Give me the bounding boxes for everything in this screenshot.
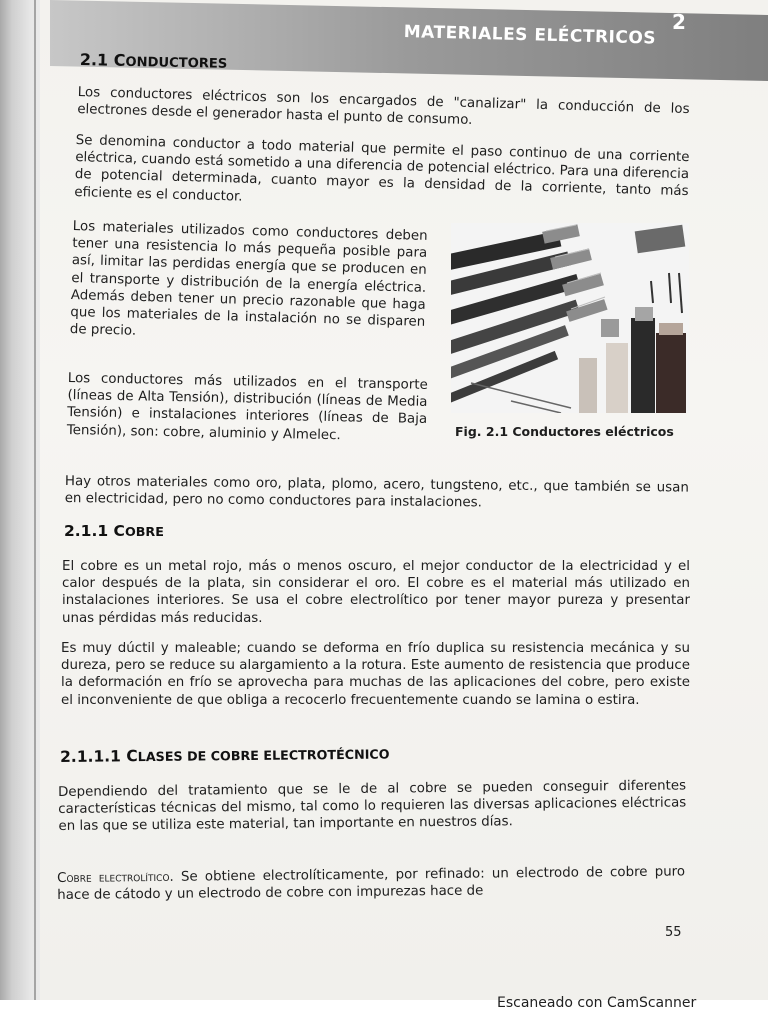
paragraph [57, 863, 685, 904]
runin-term: Cobre electrolítico. [57, 869, 174, 886]
subsection-heading-title-rest: OBRE [124, 524, 164, 539]
section-heading-title-rest: ONDUCTORES [125, 54, 228, 72]
paragraph: Hay otros materiales como oro, plata, plomo, acero, tungsteno, etc., que también se usan en electricidad, pero no como conductores para instalaciones. [64, 473, 689, 511]
paragraph: Los materiales utilizados como conductores deben tener una resistencia lo más pequeña posible para así, limitar las perdidas energía que se producen en el transporte y distribución de la energía eléctrica. Además deben tener un precio razonable que haga que los materiales de la instalación no se disparen de precio. [69, 218, 428, 340]
paragraph: El cobre es un metal rojo, más o menos oscuro, el mejor conductor de la electricidad y el calor después de la plata, sin considerar el oro. El cobre es el material más utilizado en instalaciones interiores. Se usa el cobre electrolítico por tener mayor pureza y presentar unas pérdidas más reducidas. [62, 559, 690, 626]
chapter-title: MATERIALES ELÉCTRICOS [403, 22, 657, 49]
section-heading-title-cap: C [113, 50, 126, 70]
cables-illustration [451, 223, 689, 413]
subsubsection-heading-number: 2.1.1.1 [60, 747, 121, 766]
binding-edge [34, 0, 36, 1000]
paragraph: Los conductores más utilizados en el transporte (líneas de Alta Tensión), distribución (líneas de Media Tensión) e instalaciones interiores (líneas de Baja Tensión), son: cobre, aluminio y Almelec. [66, 370, 428, 443]
scanner-watermark: Escaneado con CamScanner [497, 995, 697, 1011]
paragraph: Dependiendo del tratamiento que se le de al cobre se pueden conseguir diferentes características técnicas del mismo, tal como lo requieren las diversas aplicaciones eléctricas en las que se utiliza este material, tan importante en nuestros días. [58, 778, 687, 835]
conductors-photo [451, 223, 689, 413]
paragraph: Se denomina conductor a todo material que permite el paso continuo de una corriente eléctrica, cuando está sometido a una diferencia de potencial eléctrico. Para una diferencia de potencial determinada, cuanto mayor es la densidad de la corriente, tanto más eficiente es el conductor. [74, 132, 690, 205]
paragraph: Los conductores eléctricos son los encargados de "canalizar" la conducción de los electrones desde el generador hasta el punto de consumo. [77, 84, 690, 129]
paragraph: Es muy dúctil y maleable; cuando se deforma en frío duplica su resistencia mecánica y su dureza, pero se reduce su alargamiento a la rotura. Este aumento de resistencia que produce la deformación en frío se aprovecha para muchas de las aplicaciones del cobre, pero existe el inconveniente de que obliga a recocerlo frecuentemente cuando se lamina o estira. [61, 641, 690, 708]
subsubsection-heading-title-rest: LASES DE COBRE ELECTROTÉCNICO [137, 746, 390, 765]
subsection-heading-title-cap: C [113, 522, 125, 540]
subsubsection-heading [60, 745, 390, 766]
chapter-number: 2 [672, 10, 686, 34]
subsection-heading [64, 522, 164, 540]
section-heading [80, 50, 228, 72]
subsection-heading-number: 2.1.1 [64, 522, 109, 540]
runin-text: Se obtiene electrolíticamente, por refinado: un electrodo de cobre puro hace de cátodo y un electrodo de cobre con impurezas hace de [57, 864, 686, 904]
subsubsection-heading-title-cap: C [126, 747, 138, 766]
page-number: 55 [665, 925, 682, 940]
section-heading-number: 2.1 [79, 50, 109, 70]
figure-caption: Fig. 2.1 Conductores eléctricos [455, 424, 674, 439]
